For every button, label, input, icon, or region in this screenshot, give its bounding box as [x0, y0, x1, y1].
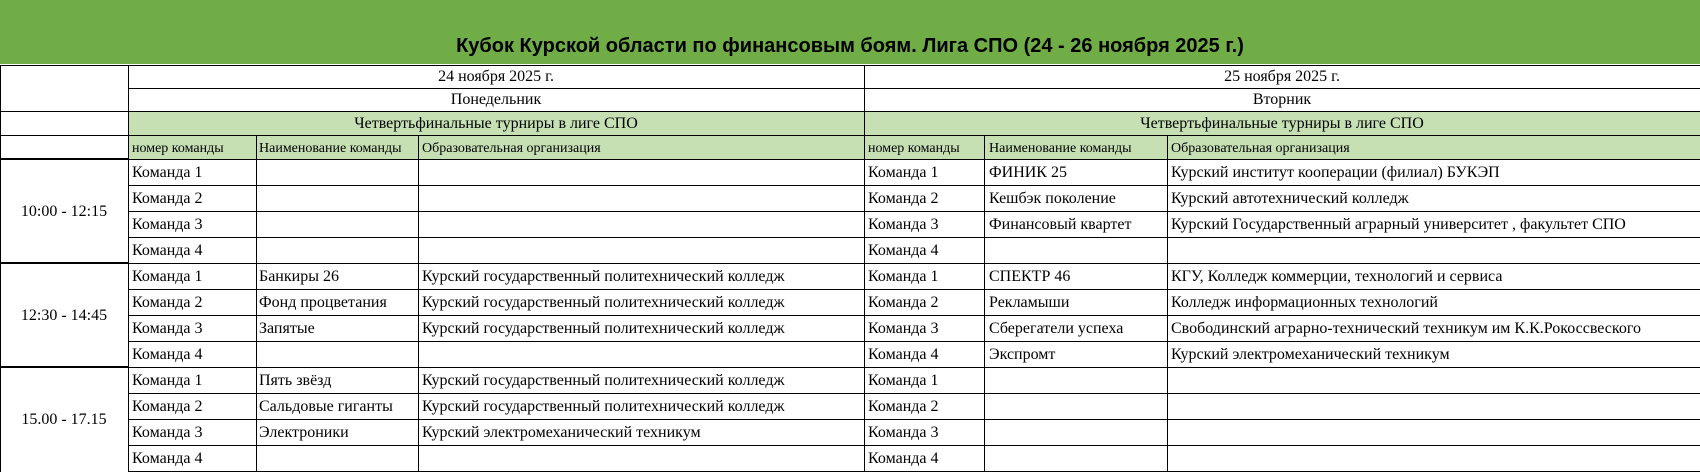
day2-row-8-org: Курский электромеханический техникум: [1171, 346, 1450, 363]
day1-row-7-name: Запятые: [259, 320, 315, 337]
day2-row-12-num: Команда 4: [868, 450, 939, 467]
day2-row-2-num: Команда 2: [868, 190, 939, 207]
day1-row-11-num: Команда 3: [132, 424, 203, 441]
day1-row-2-name: [259, 187, 418, 211]
day2-row-7-num: Команда 3: [868, 320, 939, 337]
time-slot-2: 12:30 - 14:45: [20, 307, 108, 324]
grid-line: [418, 136, 419, 472]
day2-row-9-num: Команда 1: [868, 372, 939, 389]
grid-line: [0, 366, 128, 368]
day2-col-name: Наименование команды: [989, 141, 1132, 156]
grid-line: [128, 393, 1700, 394]
grid-line: [128, 185, 1700, 186]
day2-row-3-org: Курский Государственный аграрный университет , факультет СПО: [1171, 216, 1626, 233]
day1-row-12-org: [422, 447, 862, 471]
day2-row-5-name: СПЕКТР 46: [989, 268, 1071, 285]
day2-row-8-name: Экспромт: [989, 346, 1056, 363]
day1-col-name: Наименование команды: [259, 141, 402, 156]
day2-row-1-name: ФИНИК 25: [989, 164, 1067, 181]
day1-row-12-num: Команда 4: [132, 450, 203, 467]
grid-line: [128, 445, 1700, 446]
day1-col-num: номер команды: [132, 141, 224, 156]
day2-row-4-org: [1171, 239, 1700, 263]
grid-line: [128, 419, 1700, 420]
day2-row-9-name: [989, 369, 1167, 393]
grid-line: [128, 367, 1700, 368]
day2-row-4-num: Команда 4: [868, 242, 939, 259]
grid-line: [0, 158, 128, 160]
day2-weekday: Вторник: [1252, 91, 1312, 108]
day2-col-num: номер команды: [868, 141, 960, 156]
day2-row-5-num: Команда 1: [868, 268, 939, 285]
day2-row-10-org: [1171, 395, 1700, 419]
day1-row-1-num: Команда 1: [132, 164, 203, 181]
day2-row-12-org: [1171, 447, 1700, 471]
day1-row-1-org: [422, 161, 862, 185]
time-slot-1: 10:00 - 12:15: [20, 203, 108, 220]
day1-row-3-num: Команда 3: [132, 216, 203, 233]
grid-line: [864, 65, 865, 472]
grid-line: [0, 65, 128, 66]
day2-date: 25 ноября 2025 г.: [1224, 68, 1340, 85]
grid-line: [0, 262, 128, 264]
day1-row-6-name: Фонд процветания: [259, 294, 387, 311]
grid-line: [256, 136, 257, 472]
grid-line: [0, 111, 128, 112]
day1-row-3-name: [259, 213, 418, 237]
day2-row-6-name: Рекламыши: [989, 294, 1070, 311]
day1-row-1-name: [259, 161, 418, 185]
day2-row-10-num: Команда 2: [868, 398, 939, 415]
day1-weekday: Понедельник: [450, 91, 542, 108]
day2-row-11-num: Команда 3: [868, 424, 939, 441]
day1-row-6-org: Курский государственный политехнический колледж: [422, 294, 785, 311]
grid-line: [128, 159, 1700, 160]
day2-row-4-name: [989, 239, 1167, 263]
day2-row-2-org: Курский автотехнический колледж: [1171, 190, 1409, 207]
day1-row-6-num: Команда 2: [132, 294, 203, 311]
day2-row-7-org: Свободинский аграрно-технический техникум им К.К.Рокоссвеского: [1171, 320, 1642, 337]
day1-date: 24 ноября 2025 г.: [438, 68, 554, 85]
grid-line: [128, 211, 1700, 212]
day1-row-9-name: Пять звёзд: [259, 372, 332, 389]
day1-row-9-num: Команда 1: [132, 372, 203, 389]
grid-line: [128, 135, 1700, 136]
grid-line: [984, 136, 985, 472]
day1-row-10-org: Курский государственный политехнический колледж: [422, 398, 785, 415]
grid-line: [128, 237, 1700, 238]
time-slot-3: 15.00 - 17.15: [21, 411, 107, 428]
day1-row-9-org: Курский государственный политехнический колледж: [422, 372, 785, 389]
day1-row-4-num: Команда 4: [132, 242, 203, 259]
grid-line: [128, 341, 1700, 342]
day2-row-3-num: Команда 3: [868, 216, 939, 233]
day1-row-11-org: Курский электромеханический техникум: [422, 424, 701, 441]
day2-row-6-num: Команда 2: [868, 294, 939, 311]
grid-line: [128, 289, 1700, 290]
day2-row-3-name: Финансовый квартет: [989, 216, 1132, 233]
day1-row-5-name: Банкиры 26: [259, 268, 339, 285]
grid-line: [0, 65, 1, 472]
grid-line: [128, 315, 1700, 316]
grid-line: [128, 263, 1700, 264]
day2-row-11-org: [1171, 421, 1700, 445]
day2-row-5-org: КГУ, Колледж коммерции, технологий и сервиса: [1171, 268, 1503, 285]
grid-line: [128, 65, 1700, 66]
day1-row-10-num: Команда 2: [132, 398, 203, 415]
day1-row-5-org: Курский государственный политехнический колледж: [422, 268, 785, 285]
page-title: Кубок Курской области по финансовым боям. Лига СПО (24 - 26 ноября 2025 г.): [456, 35, 1244, 57]
day1-row-5-num: Команда 1: [132, 268, 203, 285]
day1-section: Четвертьфинальные турниры в лиге СПО: [354, 115, 638, 132]
day1-row-8-name: [259, 343, 418, 367]
day2-row-9-org: [1171, 369, 1700, 393]
day1-col-org: Образовательная организация: [422, 141, 601, 156]
day2-row-12-name: [989, 447, 1167, 471]
grid-line: [1167, 136, 1168, 472]
day1-row-10-name: Сальдовые гиганты: [259, 398, 393, 415]
day2-section: Четвертьфинальные турниры в лиге СПО: [1140, 115, 1424, 132]
day1-row-4-org: [422, 239, 862, 263]
day2-col-org: Образовательная организация: [1171, 141, 1350, 156]
day1-row-11-name: Электроники: [259, 424, 349, 441]
day2-row-7-name: Сберегатели успеха: [989, 320, 1124, 337]
grid-line: [128, 88, 1700, 89]
day1-row-12-name: [259, 447, 418, 471]
day1-row-4-name: [259, 239, 418, 263]
day1-row-2-org: [422, 187, 862, 211]
day2-row-6-org: Колледж информационных технологий: [1171, 294, 1438, 311]
day2-row-1-org: Курский институт кооперации (филиал) БУКЭП: [1171, 164, 1500, 181]
day1-row-2-num: Команда 2: [132, 190, 203, 207]
grid-line: [128, 65, 129, 472]
grid-line: [0, 135, 128, 136]
day2-row-8-num: Команда 4: [868, 346, 939, 363]
day1-row-8-num: Команда 4: [132, 346, 203, 363]
day1-row-7-org: Курский государственный политехнический колледж: [422, 320, 785, 337]
day2-row-2-name: Кешбэк поколение: [989, 190, 1116, 207]
day1-row-3-org: [422, 213, 862, 237]
day2-row-11-name: [989, 421, 1167, 445]
day2-row-10-name: [989, 395, 1167, 419]
day2-row-1-num: Команда 1: [868, 164, 939, 181]
day1-row-8-org: [422, 343, 862, 367]
day1-row-7-num: Команда 3: [132, 320, 203, 337]
grid-line: [128, 111, 1700, 112]
